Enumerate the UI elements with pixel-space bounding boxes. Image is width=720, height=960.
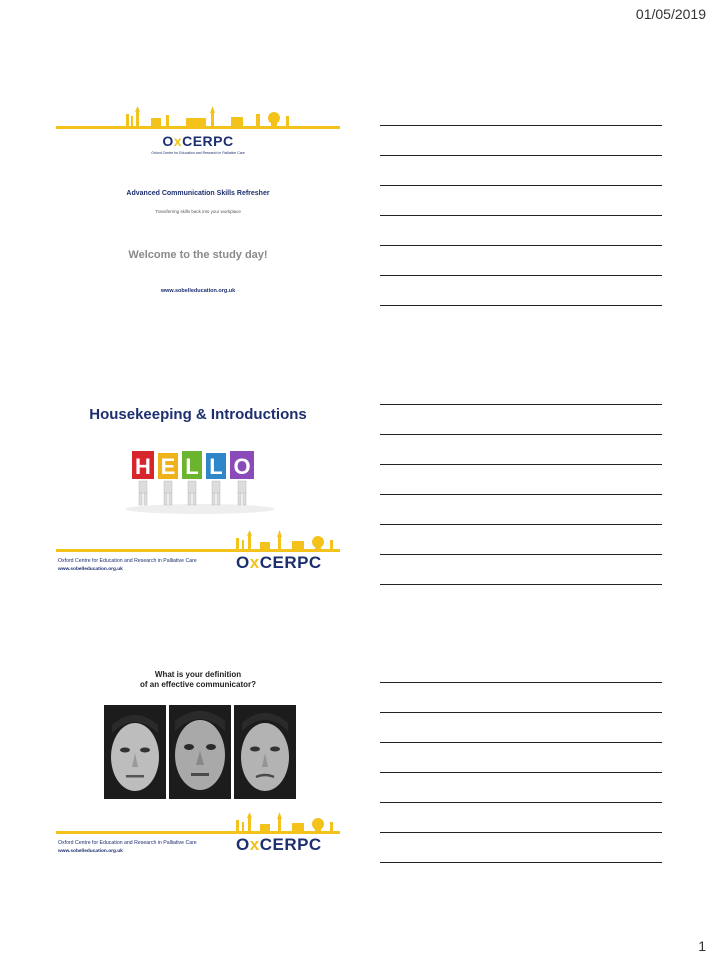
page-number: 1 <box>698 938 706 954</box>
brand-bar <box>56 831 340 834</box>
footer-organization: Oxford Centre for Education and Research in Palliative Care <box>58 558 197 564</box>
letter-o: O <box>233 454 251 479</box>
brand-bar <box>56 126 340 129</box>
welcome-heading: Welcome to the study day! <box>128 249 268 261</box>
letter-h: H <box>135 454 151 479</box>
notes-lines-2 <box>380 404 662 588</box>
oxford-skyline-icon <box>234 530 340 550</box>
website-url: www.sobelleducation.org.uk <box>160 288 236 294</box>
slide-1 <box>56 100 340 310</box>
brand-tagline: Oxford Centre for Education and Research in Palliative Care <box>151 151 245 155</box>
brand-bar <box>56 549 340 552</box>
brand-logo: OxCERPC <box>162 133 234 149</box>
slide-3 <box>56 660 340 870</box>
face-photo-1 <box>104 705 166 799</box>
brand-logo: OxCERPC <box>236 553 322 572</box>
footer-url: www.sobelleducation.org.uk <box>58 849 123 854</box>
notes-lines-3 <box>380 682 662 866</box>
page-date: 01/05/2019 <box>635 6 706 22</box>
slide-title: What is your definition of an effective communicator? <box>139 670 257 689</box>
notes-lines-1 <box>380 125 662 309</box>
slide-title: Advanced Communication Skills Refresher <box>126 190 270 197</box>
oxford-skyline-icon <box>106 106 306 126</box>
letter-e: E <box>160 454 176 479</box>
hello-figures-image <box>120 445 280 515</box>
face-photo-2 <box>169 705 231 799</box>
footer-url: www.sobelleducation.org.uk <box>58 567 123 572</box>
face-photo-3 <box>234 705 296 799</box>
letter-l1: L <box>185 454 199 479</box>
brand-logo: OxCERPC <box>236 835 322 854</box>
slide-footer <box>56 812 340 862</box>
oxford-skyline-icon <box>234 812 340 832</box>
slide-title: Housekeeping & Introductions <box>89 406 307 423</box>
slide-subtitle: Transferring skills back into your workplace <box>155 209 241 214</box>
footer-organization: Oxford Centre for Education and Research in Palliative Care <box>58 840 197 846</box>
slide-2 <box>56 380 340 595</box>
slide-footer <box>56 530 340 580</box>
letter-l2: L <box>209 454 223 479</box>
